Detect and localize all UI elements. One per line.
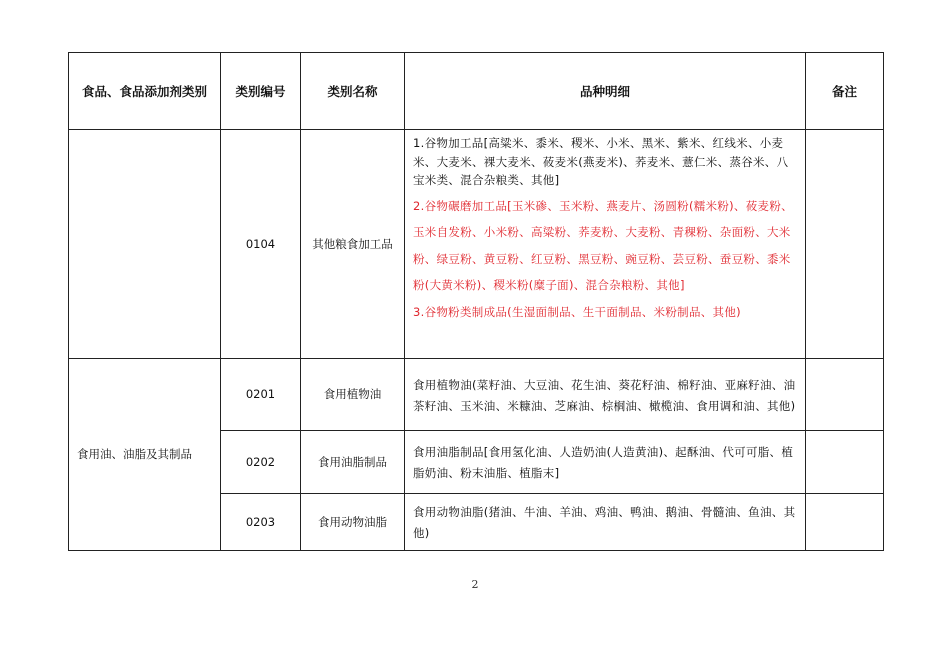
- header-details: 品种明细: [405, 53, 806, 130]
- header-code: 类别编号: [221, 53, 301, 130]
- header-name: 类别名称: [301, 53, 405, 130]
- details-cell: [405, 494, 806, 551]
- category-name: [301, 130, 405, 359]
- detail-item: 3.谷物粉类制成品(生湿面制品、生干面制品、米粉制品、其他): [413, 304, 741, 319]
- details-cell: [405, 130, 806, 359]
- details-cell: [405, 359, 806, 431]
- remarks-cell: [806, 359, 884, 431]
- detail-item: 食用动物油脂(猪油、牛油、羊油、鸡油、鸭油、鹅油、骨髓油、鱼油、其他): [413, 505, 796, 540]
- remarks-cell: [806, 130, 884, 359]
- detail-item: 食用植物油(菜籽油、大豆油、花生油、葵花籽油、棉籽油、亚麻籽油、油茶籽油、玉米油、米糠油、芝麻油、棕榈油、橄榄油、食用调和油、其他): [413, 377, 796, 413]
- page-number: 2: [471, 578, 479, 591]
- header-category: 食品、食品添加剂类别: [69, 53, 221, 130]
- category-name: 食用动物油脂: [301, 494, 405, 551]
- category-name: 食用植物油: [301, 359, 405, 431]
- detail-item: 2.谷物碾磨加工品[玉米碜、玉米粉、燕麦片、汤圆粉(糯米粉)、莜麦粉、玉米自发粉、小米粉、高粱粉、荞麦粉、大麦粉、青稞粉、杂面粉、大米粉、绿豆粉、黄豆粉、红豆粉、黑豆粉、豌豆粉、芸豆粉、蚕豆粉、黍米粉(大黄米粉)、稷米粉(糜子面)、混合杂粮粉、其他]: [413, 198, 793, 292]
- detail-item: 食用油脂制品[食用氢化油、人造奶油(人造黄油)、起酥油、代可可脂、植脂奶油、粉末油脂、植脂末]: [413, 445, 794, 480]
- category-cell-empty: [69, 130, 221, 359]
- table-row: [69, 359, 884, 431]
- category-code: 0201: [221, 359, 301, 431]
- details-cell: [405, 431, 806, 494]
- category-code: 0104: [221, 130, 301, 359]
- food-category-table: [68, 52, 884, 551]
- remarks-cell: [806, 494, 884, 551]
- remarks-cell: [806, 431, 884, 494]
- header-remarks: 备注: [806, 53, 884, 130]
- category-name-text: 其他粮食加工品: [312, 236, 393, 251]
- header-row: [69, 53, 884, 130]
- category-code: 0202: [221, 431, 301, 494]
- table-row: [69, 130, 884, 359]
- category-name: 食用油脂制品: [301, 431, 405, 494]
- category-code: 0203: [221, 494, 301, 551]
- category-group-label: 食用油、油脂及其制品: [69, 359, 221, 551]
- detail-item: 1.谷物加工品[高粱米、黍米、稷米、小米、黑米、紫米、红线米、小麦米、大麦米、裸大麦米、莜麦米(燕麦米)、荞麦米、薏仁米、蒸谷米、八宝米类、混合杂粮类、其他]: [413, 136, 789, 187]
